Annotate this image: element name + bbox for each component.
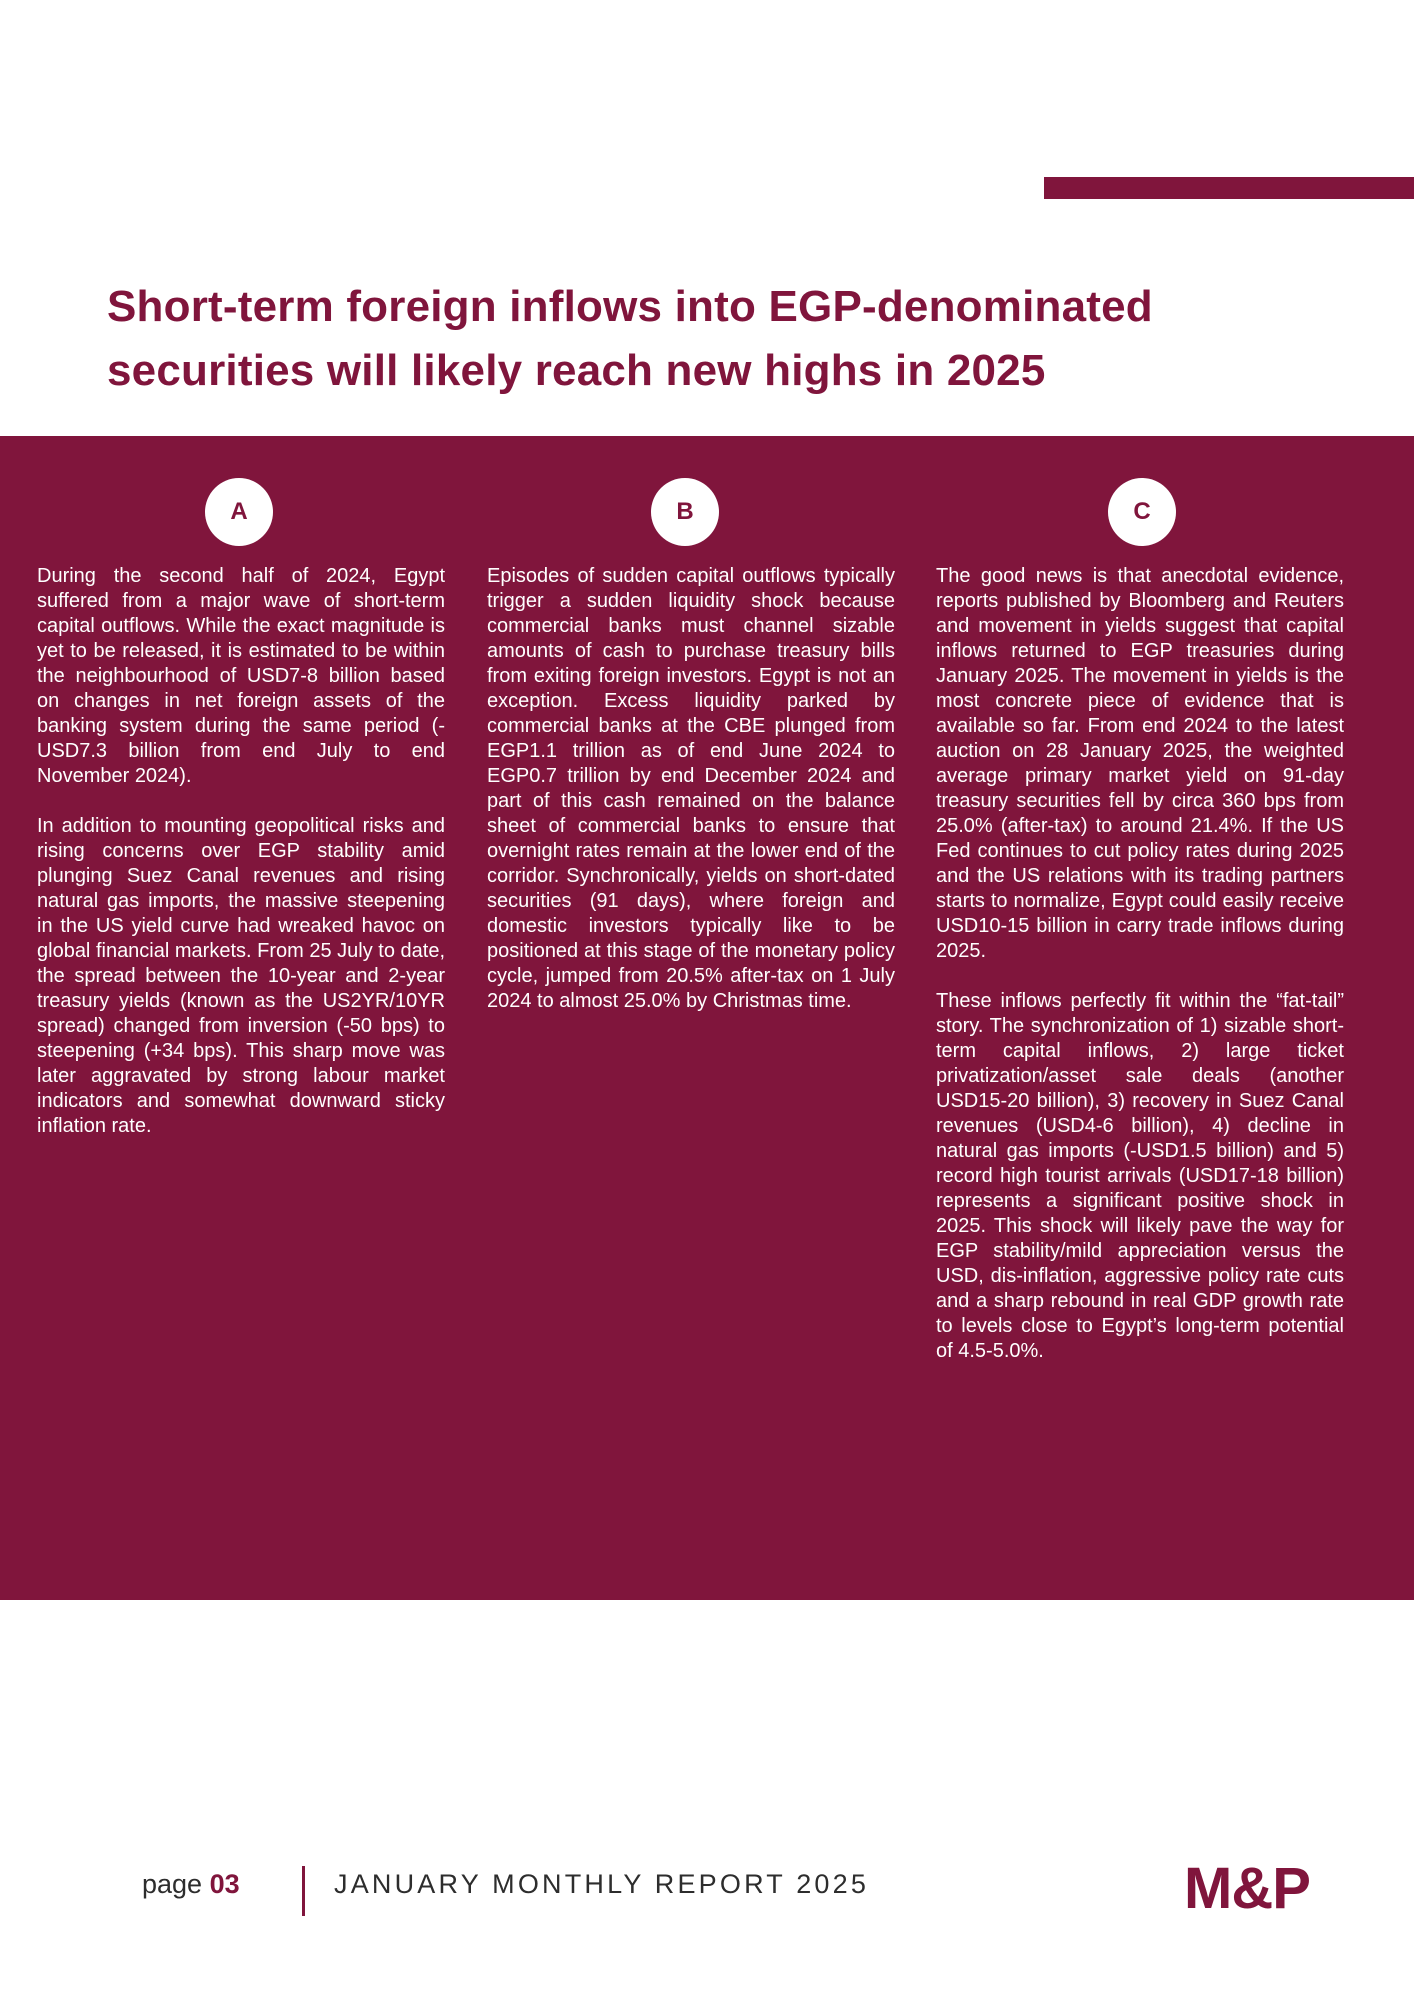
page-label: page	[142, 1869, 203, 1899]
column-a-paragraph-1: During the second half of 2024, Egypt suffered from a major wave of short-term capital outflows. While the exact magnitude is yet to be released, it is estimated to be within the neighbourhood of USD7-8 billion based on changes in net foreign assets of the banking system during the same period (-USD7.3 billion from end July to end November 2024).	[37, 565, 445, 787]
footer-divider	[302, 1866, 305, 1916]
column-c-paragraph-1: The good news is that anecdotal evidence, reports published by Bloomberg and Reuters and movement in yields suggest that capital inflows returned to EGP treasuries during January 2025. The movement in yields is the most concrete piece of evidence that is available so far. From end 2024 to the latest auction on 28 January 2025, the weighted average primary market yield on 91-day treasury securities fell by circa 360 bps from 25.0% (after-tax) to around 21.4%. If the US Fed continues to cut policy rates during 2025 and the US relations with its trading partners starts to normalize, Egypt could easily receive USD10-15 billion in carry trade inflows during 2025.	[936, 565, 1344, 962]
header-accent-bar	[1044, 177, 1414, 199]
report-title: JANUARY MONTHLY REPORT 2025	[334, 1869, 870, 1899]
page-number-label	[142, 1869, 240, 1900]
column-badge-a: A	[205, 478, 273, 546]
column-a-body	[37, 564, 445, 1164]
company-logo: M&P	[1184, 1856, 1310, 1921]
column-badge-b: B	[651, 478, 719, 546]
page-title	[107, 275, 1357, 403]
column-c-paragraph-2: These inflows perfectly fit within the “fat-tail” story. The synchronization of 1) sizable short-term capital inflows, 2) large ticket privatization/asset sale deals (another USD15-20 billion), 3) recovery in Suez Canal revenues (USD4-6 billion), 4) decline in natural gas imports (-USD1.5 billion) and 5) record high tourist arrivals (USD17-18 billion) represents a significant positive shock in 2025. This shock will likely pave the way for EGP stability/mild appreciation versus the USD, dis-inflation, aggressive policy rate cuts and a sharp rebound in real GDP growth rate to levels close to Egypt’s long-term potential of 4.5-5.0%.	[936, 990, 1344, 1362]
column-a-paragraph-2: In addition to mounting geopolitical risks and rising concerns over EGP stability amid plunging Suez Canal revenues and rising natural gas imports, the massive steepening in the US yield curve had wreaked havoc on global financial markets. From 25 July to date, the spread between the 10-year and 2-year treasury yields (known as the US2YR/10YR spread) changed from inversion (-50 bps) to steepening (+34 bps). This sharp move was later aggravated by strong labour market indicators and somewhat downward sticky inflation rate.	[37, 815, 445, 1137]
column-badge-c: C	[1108, 478, 1176, 546]
column-c-body	[936, 564, 1344, 1389]
content-panel	[0, 436, 1414, 1600]
column-b-paragraph-1: Episodes of sudden capital outflows typically trigger a sudden liquidity shock because commercial banks must channel sizable amounts of cash to purchase treasury bills from exiting foreign investors. Egypt is not an exception. Excess liquidity parked by commercial banks at the CBE plunged from EGP1.1 trillion as of end June 2024 to EGP0.7 trillion by end December 2024 and part of this cash remained on the balance sheet of commercial banks to ensure that overnight rates remain at the lower end of the corridor. Synchronically, yields on short-dated securities (91 days), where foreign and domestic investors typically like to be positioned at this stage of the monetary policy cycle, jumped from 20.5% after-tax on 1 July 2024 to almost 25.0% by Christmas time.	[487, 565, 895, 1012]
page-title-line-1: Short-term foreign inflows into EGP-denominated	[107, 282, 1153, 331]
page-title-line-2: securities will likely reach new highs in 2025	[107, 346, 1046, 395]
column-b-body	[487, 564, 895, 1039]
page-number: 03	[209, 1869, 240, 1899]
